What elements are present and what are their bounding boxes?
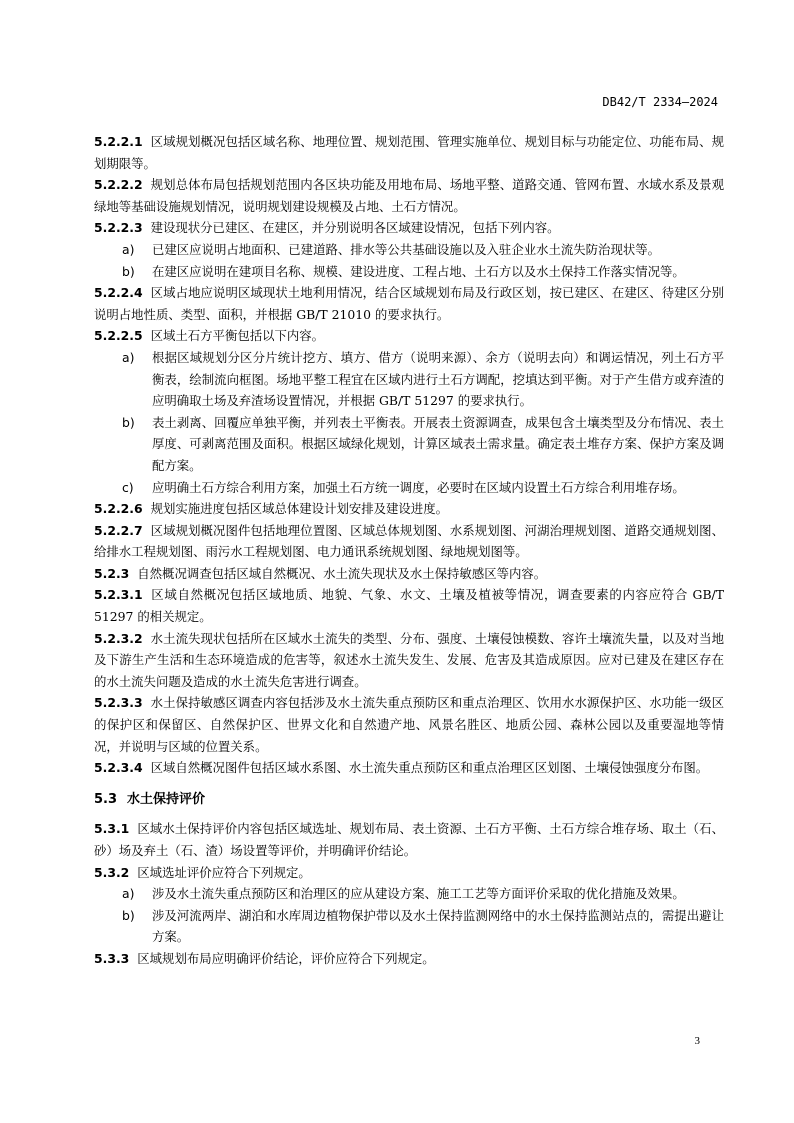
clause-number: 5.2.2.3 bbox=[94, 220, 143, 236]
list-item-text: 根据区域规划分区分片统计挖方、填方、借方（说明来源）、余方（说明去向）和调运情况，列土石方平衡表，绘制流向框图。场地平整工程宜在区域内进行土石方调配，挖填达到平衡。对于产生借方或弃渣的应明确取土场及弃渣场设置情况，并根据 GB/T 51297 的要求执行。 bbox=[152, 349, 724, 409]
clause-number: 5.3.2 bbox=[94, 864, 130, 880]
clause-number: 5.3.3 bbox=[94, 950, 130, 966]
clause-number: 5.2.3.3 bbox=[94, 695, 143, 711]
clause-text: 自然概况调查包括区域自然概况、水土流失现状及水土保持敏感区等内容。 bbox=[137, 565, 547, 581]
clause-paragraph bbox=[94, 757, 724, 779]
list-item-label: a) bbox=[122, 886, 135, 902]
list-item bbox=[94, 239, 724, 261]
section-number: 5.3 bbox=[94, 791, 118, 807]
clause-text: 区域规划概况包括区域名称、地理位置、规划范围、管理实施单位、规划目标与功能定位、功能布局、规划期限等。 bbox=[94, 134, 724, 171]
clause-number: 5.2.2.5 bbox=[94, 328, 143, 344]
clause-number: 5.2.2.6 bbox=[94, 501, 143, 517]
clause-text: 区域规划概况图件包括地理位置图、区域总体规划图、水系规划图、河湖治理规划图、道路交通规划图、给排水工程规划图、雨污水工程规划图、电力通讯系统规划图、绿地规划图等。 bbox=[94, 522, 724, 560]
list-item-text: 已建区应说明占地面积、已建道路、排水等公共基础设施以及入驻企业水土流失防治现状等。 bbox=[152, 241, 661, 257]
clause-paragraph bbox=[94, 520, 724, 563]
clause-text: 区域水土保持评价内容包括区域选址、规划布局、表土资源、土石方平衡、土石方综合堆存场、取土（石、砂）场及弃土（石、渣）场设置等评价，并明确评价结论。 bbox=[94, 821, 724, 858]
clause-paragraph bbox=[94, 563, 724, 585]
list-item-text: 在建区应说明在建项目名称、规模、建设进度、工程占地、土石方以及水土保持工作落实情况等。 bbox=[152, 263, 685, 279]
page-number: 3 bbox=[694, 1035, 700, 1047]
list-item-label: c) bbox=[122, 479, 134, 495]
list-item-label: a) bbox=[122, 241, 135, 257]
clause-paragraph bbox=[94, 174, 724, 217]
list-item-text: 表土剥离、回覆应单独平衡，并列表土平衡表。开展表土资源调查，成果包含土壤类型及分布情况、表土厚度、可剥离范围及面积。根据区域绿化规划，计算区域表土需求量。确定表土堆存方案、保护方案及调配方案。 bbox=[152, 414, 724, 473]
document-body bbox=[94, 131, 724, 970]
section-title: 水土保持评价 bbox=[127, 791, 206, 807]
section-heading bbox=[94, 789, 724, 811]
clause-text: 区域自然概况包括区域地质、地貌、气象、水文、土壤及植被等情况，调查要素的内容应符合 GB/T 51297 的相关规定。 bbox=[94, 587, 724, 625]
clause-number: 5.2.3.4 bbox=[94, 760, 143, 776]
clause-text: 规划总体布局包括规划范围内各区块功能及用地布局、场地平整、道路交通、管网布置、水域水系及景观绿地等基础设施规划情况，说明规划建设规模及占地、土石方情况。 bbox=[94, 177, 724, 214]
clause-paragraph bbox=[94, 692, 724, 757]
clause-number: 5.2.2.7 bbox=[94, 522, 143, 538]
list-item-label: b) bbox=[122, 414, 135, 430]
clause-paragraph bbox=[94, 948, 724, 970]
list-item-label: b) bbox=[122, 907, 135, 923]
clause-number: 5.2.2.4 bbox=[94, 285, 143, 301]
clause-text: 规划实施进度包括区域总体建设计划安排及建设进度。 bbox=[150, 501, 448, 517]
list-item-text: 应明确土石方综合利用方案，加强土石方统一调度，必要时在区域内设置土石方综合利用堆存场。 bbox=[152, 479, 685, 495]
clause-number: 5.3.1 bbox=[94, 821, 130, 837]
list-item bbox=[94, 261, 724, 283]
clause-paragraph bbox=[94, 282, 724, 325]
clause-number: 5.2.3.2 bbox=[94, 630, 143, 646]
list-item-text: 涉及河流两岸、湖泊和水库周边植物保护带以及水土保持监测网络中的水土保持监测站点的，需提出避让方案。 bbox=[152, 907, 724, 945]
clause-text: 区域土石方平衡包括以下内容。 bbox=[150, 328, 325, 344]
clause-text: 区域选址评价应符合下列规定。 bbox=[137, 864, 311, 880]
list-item bbox=[94, 883, 724, 905]
clause-number: 5.2.3.1 bbox=[94, 587, 143, 603]
list-item-label: a) bbox=[122, 349, 135, 365]
clause-text: 建设现状分已建区、在建区，并分别说明各区域建设情况，包括下列内容。 bbox=[150, 220, 560, 236]
list-item bbox=[94, 905, 724, 948]
clause-paragraph bbox=[94, 498, 724, 520]
clause-text: 水土流失现状包括所在区域水土流失的类型、分布、强度、土壤侵蚀模数、容许土壤流失量，以及对当地及下游生产生活和生态环境造成的危害等，叙述水土流失发生、发展、危害及其造成原因。应对已建及在建区存在的水土流失问题及造成的水土流失危害进行调查。 bbox=[94, 630, 724, 689]
clause-text: 区域规划布局应明确评价结论，评价应符合下列规定。 bbox=[137, 950, 435, 966]
list-item bbox=[94, 347, 724, 412]
list-item bbox=[94, 412, 724, 477]
clause-paragraph bbox=[94, 862, 724, 884]
clause-paragraph bbox=[94, 325, 724, 347]
clause-text: 区域占地应说明区域现状土地利用情况，结合区域规划布局及行政区划，按已建区、在建区、待建区分别说明占地性质、类型、面积，并根据 GB/T 21010 的要求执行。 bbox=[94, 285, 724, 322]
clause-paragraph bbox=[94, 818, 724, 861]
clause-number: 5.2.3 bbox=[94, 565, 130, 581]
clause-paragraph bbox=[94, 131, 724, 174]
clause-text: 区域自然概况图件包括区域水系图、水土流失重点预防区和重点治理区区划图、土壤侵蚀强度分布图。 bbox=[150, 760, 709, 776]
list-item-label: b) bbox=[122, 263, 135, 279]
clause-number: 5.2.2.2 bbox=[94, 177, 143, 193]
clause-paragraph bbox=[94, 628, 724, 693]
clause-number: 5.2.2.1 bbox=[94, 134, 143, 149]
document-code: DB42/T 2334—2024 bbox=[602, 95, 718, 109]
list-item bbox=[94, 477, 724, 499]
clause-paragraph bbox=[94, 584, 724, 627]
list-item-text: 涉及水土流失重点预防区和治理区的应从建设方案、施工工艺等方面评价采取的优化措施及效果。 bbox=[152, 886, 685, 902]
clause-text: 水土保持敏感区调查内容包括涉及水土流失重点预防区和重点治理区、饮用水水源保护区、水功能一级区的保护区和保留区、自然保护区、世界文化和自然遗产地、风景名胜区、地质公园、森林公园以及重要湿地等情况，并说明与区域的位置关系。 bbox=[94, 695, 724, 754]
clause-paragraph bbox=[94, 217, 724, 239]
